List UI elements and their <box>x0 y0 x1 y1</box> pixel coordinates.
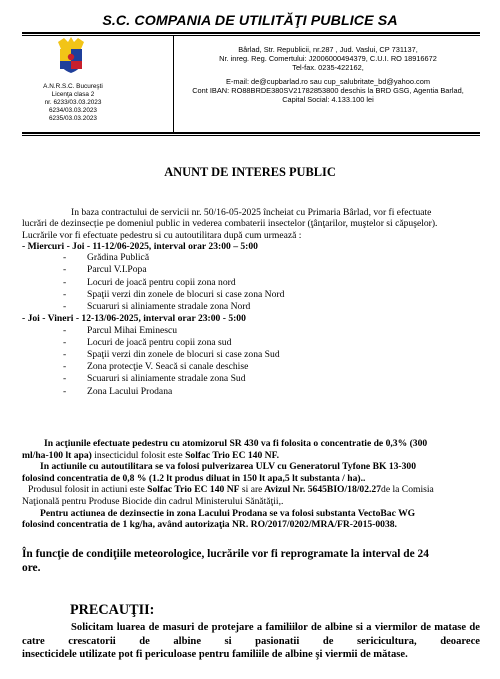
anrsc-line: 6234/03.03.2023 <box>49 107 97 115</box>
actions-section <box>22 438 482 531</box>
list-item: - Zona protecţie V. Seacă si canale deschise <box>22 361 482 373</box>
list-item: - Locuri de joacă pentru copii zona sud <box>22 337 482 349</box>
header-rule-thin <box>22 35 480 36</box>
list-item: - Scuaruri si aliniamente stradale zona Sud <box>22 373 482 385</box>
schedule-header: - Miercuri - Joi - 11-12/06-2025, interval orar 23:00 – 5:00 <box>22 240 258 252</box>
schedule-list <box>22 325 482 398</box>
actions-line: ml/ha-100 lt apa) insecticidul folosit este Solfac Trio EC 140 NF. <box>22 449 279 461</box>
list-item: - Parcul Mihai Eminescu <box>22 325 482 337</box>
list-item: - Scuaruri si aliniamente stradale zona Nord <box>22 301 482 313</box>
intro-line: lucrări de dezinsecție pe domeniul public in vederea combaterii insectelor (ţânţarilor, muştelor si căpuşelor). <box>22 218 438 230</box>
anrsc-license-block <box>34 83 112 123</box>
intro-line: In baza contractului de servicii nr. 50/16-05-2025 încheiat cu Primaria Bârlad, vor fi efectuate <box>71 207 432 218</box>
list-item: - Spaţii verzi din zonele de blocuri si case zona Sud <box>22 349 482 361</box>
coat-of-arms-icon <box>55 36 87 74</box>
document-title: ANUNT DE INTERES PUBLIC <box>164 165 336 179</box>
meteo-line: În funcţie de condiţiile meteorologice, lucrările vor fi reprogramate la interval de 24 <box>22 548 429 560</box>
contact-address: Bârlad, Str. Republicii, nr.287 , Jud. Vaslui, CP 731137, <box>238 45 418 54</box>
contact-registry: Nr. inreg. Reg. Comertului: J2006000494379, C.U.I. RO 18916672 <box>219 54 437 64</box>
schedule-list <box>22 252 482 313</box>
anrsc-line: A.N.R.S.C. Bucureşti <box>43 83 103 90</box>
list-item: - Spaţii verzi din zonele de blocuri si case zona Nord <box>22 289 482 301</box>
actions-line: In acţiunile efectuate pedestru cu atomizorul SR 430 va fi folosita o concentratie de 0,3% (300 <box>44 438 428 449</box>
precautions-title: PRECAUŢII: <box>70 602 155 618</box>
meteo-notice <box>22 547 480 576</box>
schedule-header: - Joi - Vineri - 12-13/06-2025, interval orar 23:00 - 5:00 <box>22 313 246 325</box>
precautions-text: Solicitam luarea de masuri de protejare a familiilor de albine si a viermilor de matase de catre crescatorii de albine si pasionatii de sericicultura, deoarece insecticidele utilizate pot fi periculoase pentru familiile de albine şi viermii de mătase. <box>22 622 480 661</box>
contact-capital: Capital Social: 4.133.100 lei <box>282 95 374 105</box>
anrsc-line: 6235/03.03.2023 <box>49 115 97 123</box>
meteo-line: ore. <box>22 562 41 575</box>
intro-line: Lucrările vor fi efectuate pedestru si cu autoutilitara după cum urmează : <box>22 229 302 241</box>
actions-line: Produsul folosit in actiuni este Solfac Trio EC 140 NF si are Avizul Nr. 5645BIO/18/02.27de la Comisia <box>28 484 434 496</box>
contact-block <box>178 45 478 105</box>
announcement-body <box>22 207 482 398</box>
company-name: S.C. COMPANIA DE UTILITĂŢI PUBLICE SA <box>102 13 398 29</box>
header-bottom-rule-thick <box>22 132 480 134</box>
list-item: - Locuri de joacă pentru copii zona nord <box>22 277 482 289</box>
actions-line: In actiunile cu autoutilitara se va folosi pulverizarea ULV cu Generatorul Tyfone BK 13-300 <box>40 461 417 473</box>
list-item: - Grădina Publică <box>22 252 482 264</box>
header-divider <box>173 36 174 132</box>
contact-iban: Cont IBAN: RO88BRDE380SV21782853800 deschis la BRD GSG, Agentia Barlad, <box>192 86 464 96</box>
actions-line: folosind concentratia de 0,8 % (1.2 lt produs diluat in 150 lt apa,5 lt substanta / ha).. <box>22 472 366 484</box>
contact-phone: Tel-fax. 0235-422162, <box>292 63 364 73</box>
anrsc-line: Licenţa clasa 2 <box>51 91 95 99</box>
list-item: - Zona Lacului Prodana <box>22 386 482 398</box>
anrsc-line: nr. 6233/03.03.2023 <box>44 99 102 107</box>
header-rule-thick <box>22 32 480 34</box>
actions-line: Pentru actiunea de dezinsectie in zona Lacului Prodana se va folosi substanta VectoBac WG <box>40 507 416 519</box>
contact-email: E-mail: de@cupbarlad.ro sau cup_salubritate_bd@yahoo.com <box>226 77 430 87</box>
header-bottom-rule-thin <box>22 135 480 136</box>
list-item: - Parcul V.I.Popa <box>22 264 482 276</box>
actions-line: folosind concentratia de 1 kg/ha, având autorizaţia NR. RO/2017/0202/MRA/FR-2015-0038. <box>22 519 397 531</box>
actions-line: Naţională pentru Produse Biocide din cadrul Ministerului Sănătăţii,. <box>22 495 284 507</box>
